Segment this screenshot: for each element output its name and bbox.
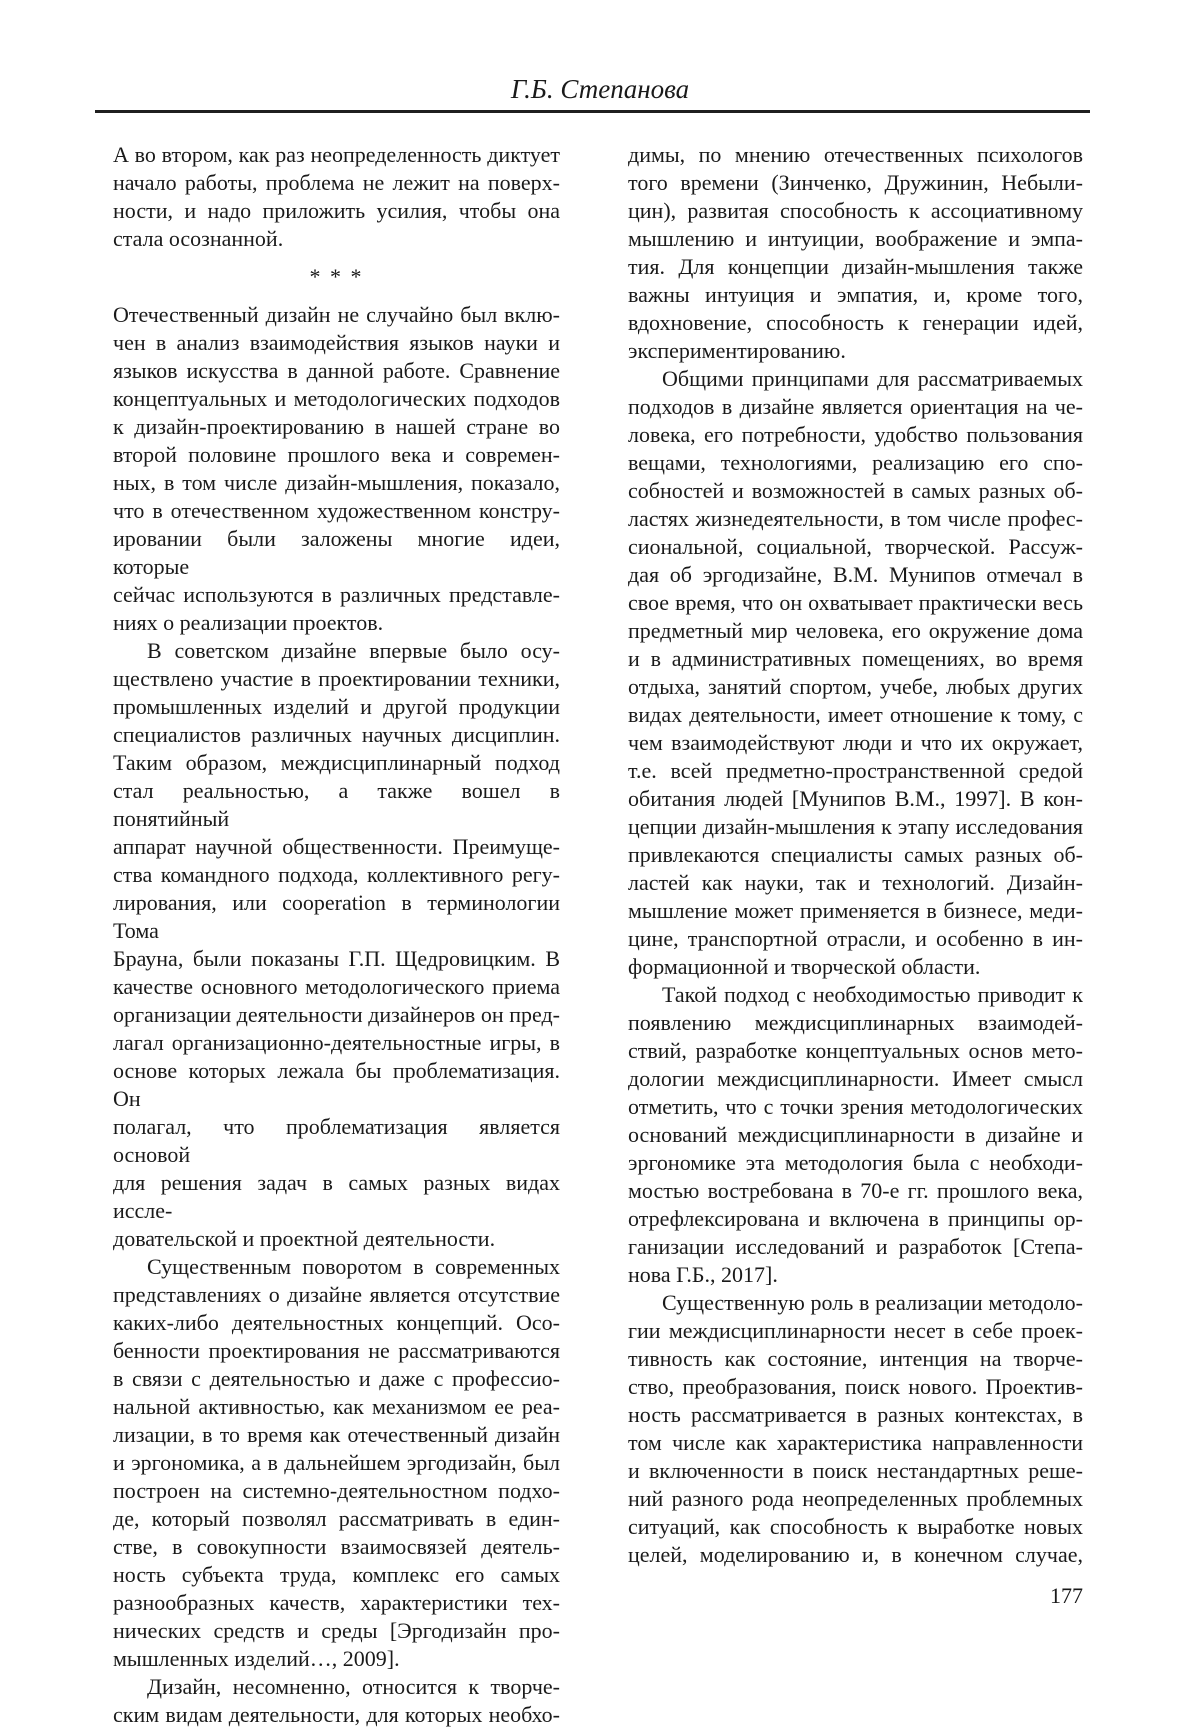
text-line: специалистов различных научных дисциплин. [113,722,560,747]
text-line: мостью востребована в 70-е гг. прошлого века, [628,1178,1083,1203]
text-line: Такой подход с необходимостью приводит к [662,982,1083,1007]
text-line: стал реальностью, а также вошел в понятийный [113,778,560,831]
text-line: и эргономика, а в дальнейшем эргодизайн, был [113,1450,560,1475]
paragraph [113,1673,560,1729]
text-line: Брауна, были показаны Г.П. Щедровицким. В [113,946,560,971]
text-line: экспериментированию. [628,338,846,363]
text-line: отметить, что с точки зрения методологических [628,1094,1083,1119]
text-line: ластей как науки, так и технологий. Дизайн- [628,870,1083,895]
text-line: вещами, технологиями, реализацию его спо- [628,450,1083,475]
text-line: полагал, что проблематизация является основой [113,1114,560,1167]
text-line: мышленных изделий…, 2009]. [113,1646,400,1671]
text-line: построен на системно-деятельностном подхо- [113,1478,560,1503]
text-line: де, который позволял рассматривать в един- [113,1506,560,1531]
paragraph [628,1289,1083,1569]
text-line: ситуаций, как способность к выработке новых [628,1514,1083,1539]
text-line: и включенности в поиск нестандартных реше- [628,1458,1083,1483]
text-line: отрефлексирована и включена в принципы ор- [628,1206,1083,1231]
text-line: Дизайн, несомненно, относится к творче- [147,1674,560,1699]
text-line: нальной активностью, как механизмом ее реа- [113,1394,560,1419]
text-line: языков искусства в данной работе. Сравнение [113,358,560,383]
header-rule [95,110,1090,113]
text-line: что в отечественном художественном констру- [113,498,560,523]
text-line: ировании были заложены многие идеи, которые [113,526,560,579]
text-line: качестве основного методологического приема [113,974,560,999]
text-line: оснований междисциплинарности в дизайне и [628,1122,1083,1147]
text-line: разнообразных качеств, характеристики тех- [113,1590,560,1615]
text-line: ний разного рода неопределенных проблемных [628,1486,1083,1511]
text-line: эргономике эта методология была с необходи- [628,1150,1083,1175]
text-line: дологии междисциплинарности. Имеет смысл [628,1066,1083,1091]
text-line: тия. Для концепции дизайн-мышления также [628,254,1083,279]
text-line: и в административных помещениях, во время [628,646,1083,671]
text-line: представлениях о дизайне является отсутствие [113,1282,560,1307]
text-line: ность субъекта труда, комплекс его самых [113,1562,560,1587]
text-line: концептуальных и методологических подходов [113,386,560,411]
text-line: ности, и надо приложить усилия, чтобы она [113,198,560,223]
text-line: бенности проектирования не рассматриваются [113,1338,560,1363]
text-line: мышлению и интуиции, воображение и эмпа- [628,226,1083,251]
text-line: стала осознанной. [113,226,284,251]
text-line: дая об эргодизайне, В.М. Мунипов отмечал в [628,562,1083,587]
section-separator: * * * [309,264,364,289]
text-line: том числе как характеристика направленности [628,1430,1083,1455]
text-line: мышление может применяется в бизнесе, меди- [628,898,1083,923]
text-line: ства командного подхода, коллективного регу- [113,862,560,887]
text-line: вдохновение, способность к генерации идей, [628,310,1083,335]
text-line: нова Г.Б., 2017]. [628,1262,778,1287]
text-line: Отечественный дизайн не случайно был вклю- [113,302,560,327]
text-line: ским видам деятельности, для которых необхо- [113,1702,560,1727]
text-line: ластях жизнедеятельности, в том числе профес- [628,506,1083,531]
text-line: ных, в том числе дизайн-мышления, показало, [113,470,560,495]
text-line: цине, транспортной отрасли, и особенно в ин- [628,926,1083,951]
text-line: нических средств и среды [Эргодизайн про- [113,1618,560,1643]
text-line: организации деятельности дизайнеров он пред- [113,1002,560,1027]
text-line: важны интуиция и эмпатия, и, кроме того, [628,282,1083,307]
text-line: довательской и проектной деятельности. [113,1226,496,1251]
text-line: подходов в дизайне является ориентация на че- [628,394,1083,419]
text-line: целей, моделированию и, в конечном случае, [628,1542,1083,1567]
text-line: А во втором, как раз неопределенность диктует [113,142,560,167]
column-right [628,141,1083,1569]
text-line: Существенную роль в реализации методоло- [662,1290,1083,1315]
text-line: появлению междисциплинарных взаимодей- [628,1010,1083,1035]
paragraph [113,301,560,637]
paragraph [113,637,560,1253]
text-line: сиональной, социальной, творческой. Рассуж- [628,534,1083,559]
text-line: лагал организационно-деятельностные игры, в [113,1030,560,1055]
text-line: второй половине прошлого века и современ- [113,442,560,467]
text-line: ганизации исследований и разработок [Степа- [628,1234,1083,1259]
text-line: цин), развитая способность к ассоциативному [628,198,1083,223]
paragraph [628,981,1083,1289]
paragraph [628,365,1083,981]
text-line: аппарат научной общественности. Преимуще- [113,834,560,859]
text-line: начало работы, проблема не лежит на поверх- [113,170,560,195]
text-line: В советском дизайне впервые было осу- [147,638,560,663]
text-line: обитания людей [Мунипов В.М., 1997]. В кон- [628,786,1083,811]
paragraph [628,141,1083,365]
text-line: формационной и творческой области. [628,954,981,979]
text-line: ловека, его потребности, удобство пользования [628,422,1083,447]
text-line: ниях о реализации проектов. [113,610,384,635]
text-line: сейчас используются в различных представле- [113,582,560,607]
text-line: чем взаимодействуют люди и что их окружает, [628,730,1083,755]
text-line: чен в анализ взаимодействия языков науки и [113,330,560,355]
text-line: лирования, или cooperation в терминологии Тома [113,890,560,943]
text-line: ществлено участие в проектировании техники, [113,666,560,691]
text-line: ствий, разработке концептуальных основ мето- [628,1038,1083,1063]
text-line: каких-либо деятельностных концепций. Осо- [113,1310,560,1335]
text-line: основе которых лежала бы проблематизация. Он [113,1058,560,1111]
text-line: Существенным поворотом в современных [147,1254,560,1279]
text-line: свое время, что он охватывает практически весь [628,590,1083,615]
page-header-author: Г.Б. Степанова [510,74,690,104]
page-number: 177 [1050,1583,1083,1608]
text-line: т.е. всей предметно-пространственной средой [628,758,1083,783]
text-line: цепции дизайн-мышления к этапу исследования [628,814,1083,839]
text-line: того времени (Зинченко, Дружинин, Небыли- [628,170,1083,195]
text-line: ность рассматривается в разных контекстах, в [628,1402,1083,1427]
text-line: к дизайн-проектированию в нашей стране во [113,414,560,439]
text-line: димы, по мнению отечественных психологов [628,142,1083,167]
text-line: гии междисциплинарности несет в себе проек- [628,1318,1083,1343]
column-left [113,141,560,1729]
text-line: в связи с деятельностью и даже с профессио- [113,1366,560,1391]
text-line: ство, преобразования, поиск нового. Проектив- [628,1374,1083,1399]
text-line: отдыха, занятий спортом, учебе, любых других [628,674,1083,699]
text-line: стве, в совокупности взаимосвязей деятель- [113,1534,560,1559]
text-line: привлекаются специалисты самых разных об- [628,842,1083,867]
text-line: собностей и возможностей в самых разных об- [628,478,1083,503]
text-line: для решения задач в самых разных видах иссле- [113,1170,560,1223]
text-line: видах деятельности, имеет отношение к тому, с [628,702,1083,727]
paragraph [113,141,560,253]
text-line: тивность как состояние, интенция на творче- [628,1346,1083,1371]
text-line: Таким образом, междисциплинарный подход [113,750,560,775]
text-line: промышленных изделий и другой продукции [113,694,560,719]
text-line: предметный мир человека, его окружение дома [628,618,1083,643]
text-line: Общими принципами для рассматриваемых [662,366,1083,391]
paragraph [113,1253,560,1673]
text-line: лизации, в то время как отечественный дизайн [113,1422,560,1447]
